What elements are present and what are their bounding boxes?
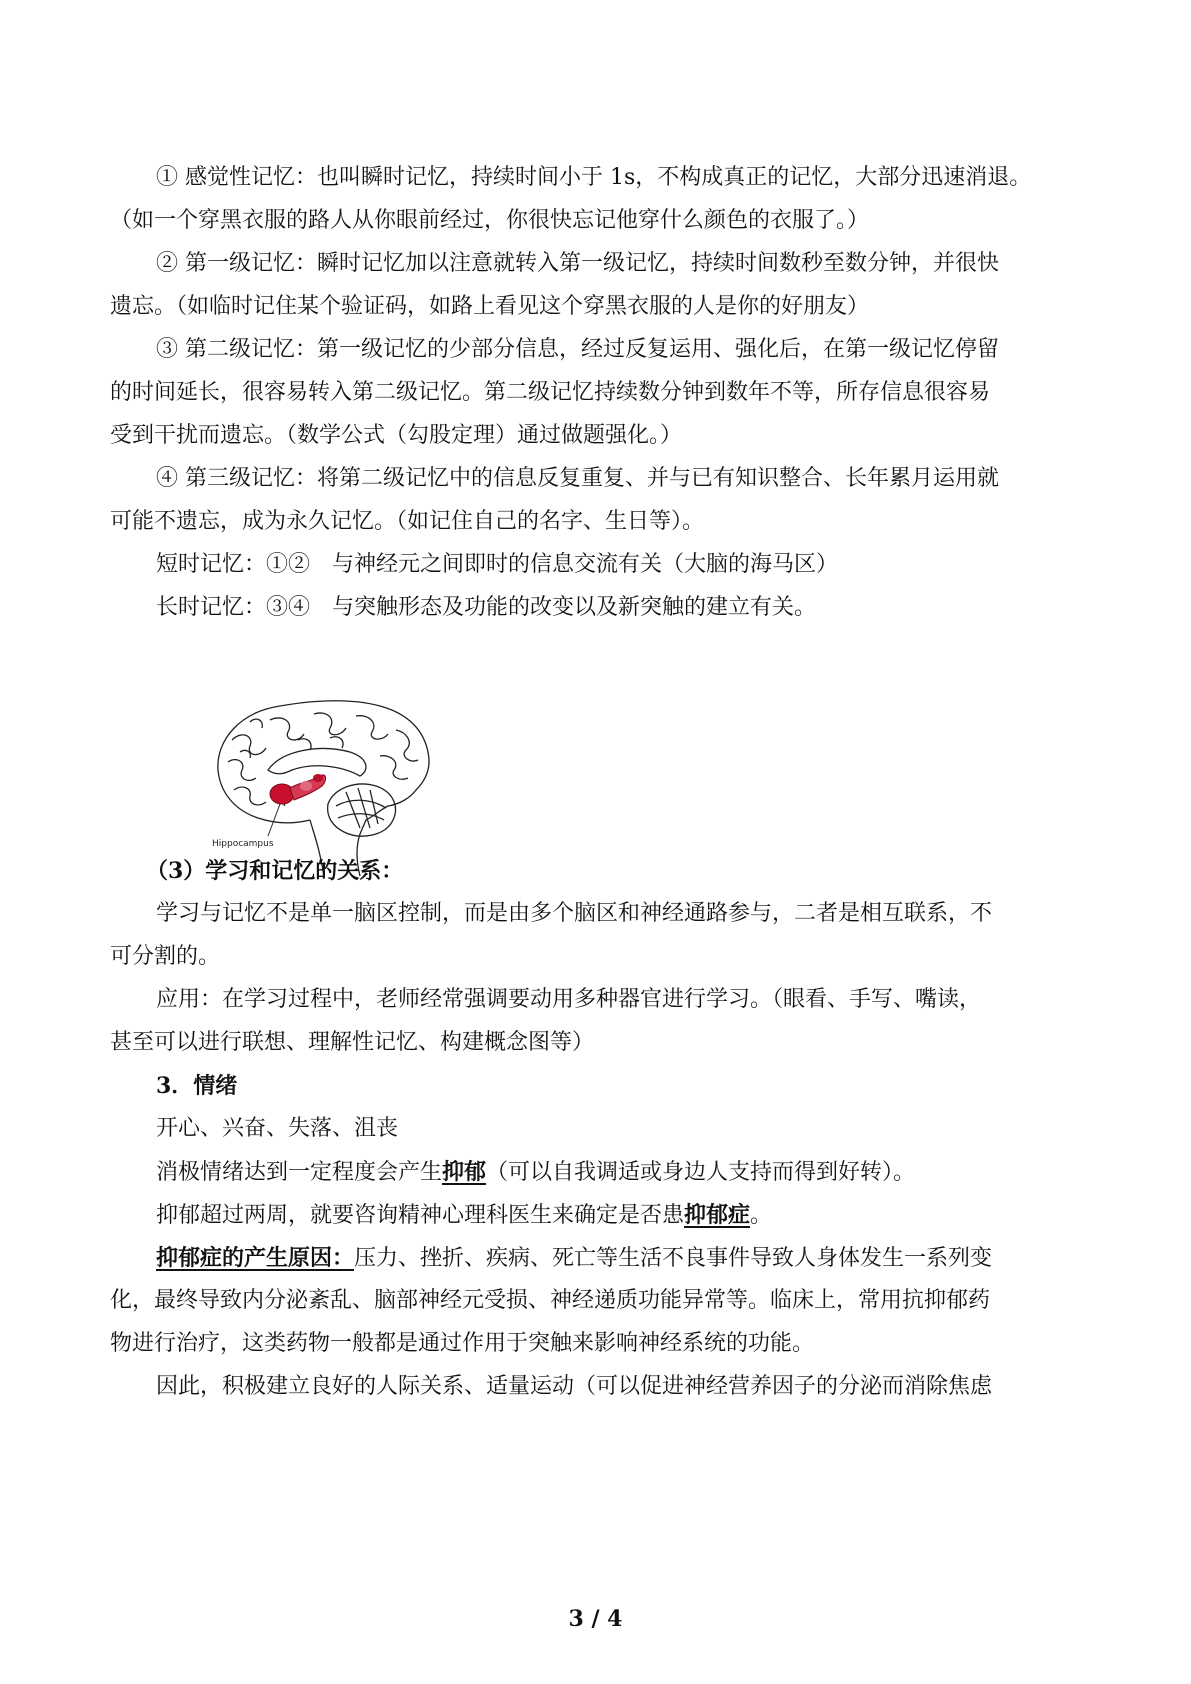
second-level-memory-line-3: 受到干扰而遗忘。（数学公式（勾股定理）通过做题强化。）	[110, 423, 683, 448]
sensory-memory-line-1: ① 感觉性记忆：也叫瞬时记忆，持续时间小于 1s，不构成真正的记忆，大部分迅速消退。	[156, 165, 1032, 190]
page-number: 3 / 4	[568, 1606, 623, 1632]
conclusion-line-1: 因此，积极建立良好的人际关系、适量运动（可以促进神经营养因子的分泌而消除焦虑	[156, 1374, 993, 1399]
depressive-disorder-term: 抑郁症	[684, 1202, 751, 1228]
application-line-1: 应用：在学习过程中，老师经常强调要动用多种器官进行学习。（眼看、手写、嘴读，	[156, 987, 982, 1012]
third-level-memory-line-2: 可能不遗忘，成为永久记忆。（如记住自己的名字、生日等）。	[110, 509, 705, 534]
short-term-memory-line	[156, 550, 1090, 580]
emotion-heading: 3．情绪	[156, 1073, 238, 1099]
short-term-label: 短时记忆：①②	[156, 552, 311, 577]
section-3-heading: （3）学习和记忆的关系：	[146, 858, 404, 884]
depression-cause-line-3: 物进行治疗，这类药物一般都是通过作用于突触来影响神经系统的功能。	[110, 1331, 815, 1356]
third-level-memory-line-1: ④ 第三级记忆：将第二级记忆中的信息反复重复、并与已有知识整合、长年累月运用就	[156, 466, 999, 491]
learning-memory-relation-line-2: 可分割的。	[110, 944, 221, 969]
depression-cause-label: 抑郁症的产生原因：	[156, 1245, 355, 1271]
brain-illustration	[210, 700, 540, 878]
depression-cause-line-2: 化，最终导致内分泌紊乱、脑部神经元受损、神经递质功能异常等。临床上，常用抗抑郁药	[110, 1288, 991, 1313]
first-level-memory-line-2: 遗忘。（如临时记住某个验证码，如路上看见这个穿黑衣服的人是你的好朋友）	[110, 294, 870, 319]
application-line-2: 甚至可以进行联想、理解性记忆、构建概念图等）	[110, 1030, 595, 1055]
first-level-memory-line-1: ② 第一级记忆：瞬时记忆加以注意就转入第一级记忆，持续时间数秒至数分钟，并很快	[156, 251, 999, 276]
depression-duration-end: 。	[750, 1203, 773, 1228]
negative-emotion-text: 消极情绪达到一定程度会产生	[156, 1160, 443, 1185]
depression-cause-line-1	[156, 1243, 1090, 1273]
short-term-desc: 与神经元之间即时的信息交流有关（大脑的海马区）	[332, 552, 839, 577]
brain-hippocampus-figure	[210, 700, 540, 878]
long-term-memory-line	[156, 593, 1090, 623]
hippocampus-label: Hippocampus	[212, 839, 274, 849]
second-level-memory-line-2: 的时间延长，很容易转入第二级记忆。第二级记忆持续数分钟到数年不等，所存信息很容易	[110, 380, 991, 405]
depression-cause-text: 压力、挫折、疾病、死亡等生活不良事件导致人身体发生一系列变	[354, 1246, 993, 1271]
negative-emotion-note: （可以自我调适或身边人支持而得到好转）。	[486, 1160, 916, 1185]
second-level-memory-line-1: ③ 第二级记忆：第一级记忆的少部分信息，经过反复运用、强化后，在第一级记忆停留	[156, 337, 999, 362]
long-term-desc: 与突触形态及功能的改变以及新突触的建立有关。	[332, 595, 817, 620]
sensory-memory-line-2: （如一个穿黑衣服的路人从你眼前经过，你很快忘记他穿什么颜色的衣服了。）	[110, 208, 870, 233]
long-term-label: 长时记忆：③④	[156, 595, 311, 620]
learning-memory-relation-line-1: 学习与记忆不是单一脑区控制，而是由多个脑区和神经通路参与，二者是相互联系，不	[156, 901, 993, 926]
hippocampus-highlight	[270, 774, 326, 804]
negative-emotion-line	[156, 1157, 1090, 1187]
depression-duration-line	[156, 1200, 1090, 1230]
depression-term: 抑郁	[442, 1159, 487, 1185]
emotion-list: 开心、兴奋、失落、沮丧	[156, 1116, 399, 1141]
depression-duration-text: 抑郁超过两周，就要咨询精神心理科医生来确定是否患	[156, 1203, 685, 1228]
